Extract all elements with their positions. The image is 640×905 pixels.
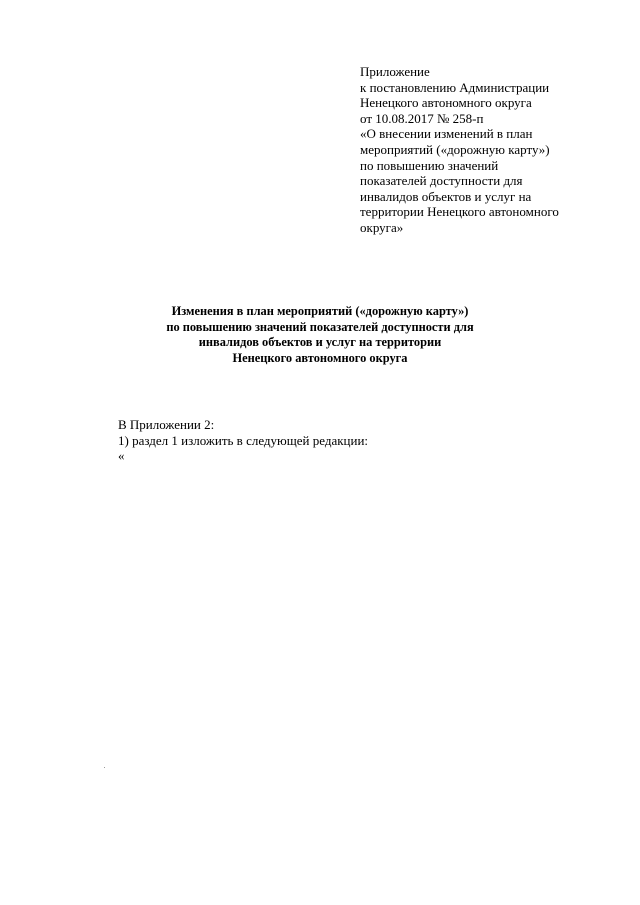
- document-title: [110, 304, 530, 366]
- appendix-line: по повышению значений: [360, 157, 499, 173]
- body-item-1: 1) раздел 1 изложить в следующей редакции:: [118, 432, 369, 448]
- appendix-line: территории Ненецкого автономного: [360, 204, 559, 220]
- body-open-quote: «: [118, 448, 125, 464]
- title-line: по повышению значений показателей доступности для: [166, 319, 474, 334]
- title-line: инвалидов объектов и услуг на территории: [198, 335, 442, 350]
- appendix-line: показателей доступности для: [360, 173, 523, 189]
- appendix-date-number: от 10.08.2017 № 258-п: [360, 110, 484, 126]
- appendix-line: Ненецкого автономного округа: [360, 95, 532, 111]
- appendix-line: «О внесении изменений в план: [360, 126, 533, 142]
- body-intro: В Приложении 2:: [118, 417, 215, 432]
- title-line: Ненецкого автономного округа: [232, 350, 408, 365]
- appendix-line: к постановлению Администрации: [360, 79, 550, 95]
- document-body: [118, 417, 538, 464]
- appendix-heading: Приложение: [360, 64, 430, 79]
- appendix-line: округа»: [360, 219, 404, 235]
- appendix-line: мероприятий («дорожную карту»): [360, 141, 550, 157]
- title-line: Изменения в план мероприятий («дорожную карту»): [171, 304, 469, 318]
- scan-artifact: [104, 767, 105, 768]
- appendix-line: инвалидов объектов и услуг на: [360, 188, 532, 204]
- appendix-reference-block: [360, 64, 610, 236]
